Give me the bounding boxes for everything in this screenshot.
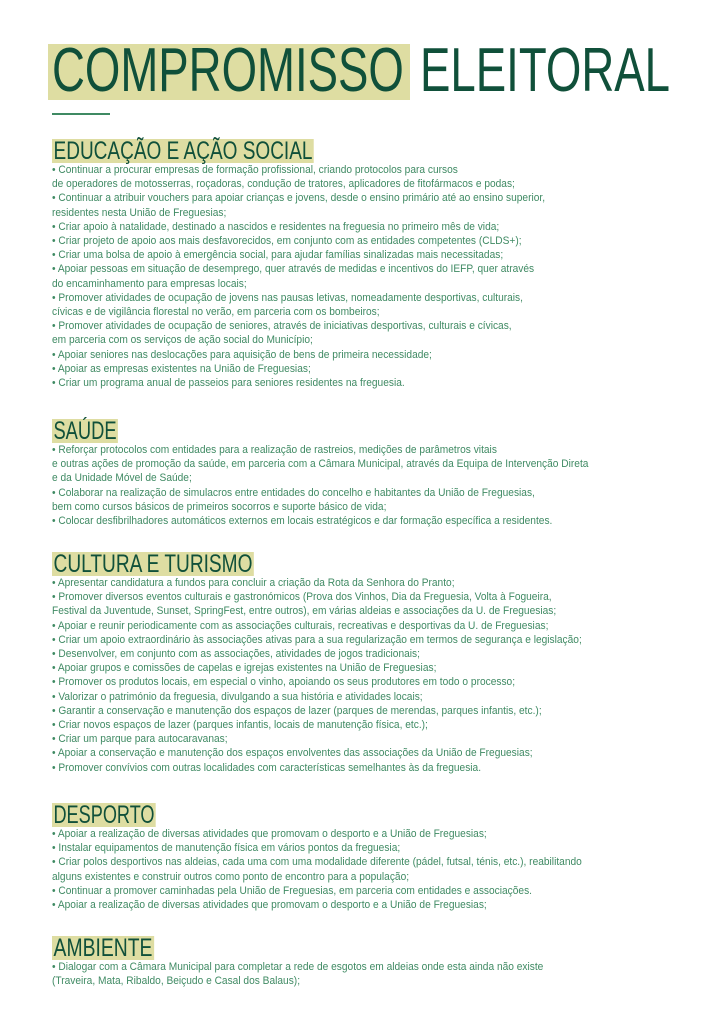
text-line: • Apoiar pessoas em situação de desemprego, quer através de medidas e incentivos do IEFP, quer através bbox=[52, 263, 535, 276]
text-line: • Criar polos desportivos nas aldeias, cada uma com uma modalidade diferente (pádel, futsal, ténis, etc.), reabilitando bbox=[52, 856, 582, 869]
text-line: residentes nesta União de Freguesias; bbox=[52, 206, 227, 219]
text-line: • Promover convívios com outras localidades com características semelhantes às da freguesia. bbox=[52, 761, 482, 774]
section-title: EDUCAÇÃO E AÇÃO SOCIAL bbox=[53, 137, 313, 165]
text-line: • Apoiar e reunir periodicamente com as associações culturais, recreativas e desportivas da U. de Freguesias; bbox=[52, 619, 549, 632]
text-line: • Promover atividades de ocupação de seniores, através de iniciativas desportivas, culturais e cívicas, bbox=[52, 320, 512, 333]
text-line: • Continuar a procurar empresas de formação profissional, criando protocolos para cursos bbox=[52, 164, 458, 176]
text-line: • Desenvolver, em conjunto com as associações, atividades de jogos tradicionais; bbox=[52, 648, 420, 661]
text-line: • Criar um apoio extraordinário às associações ativas para a sua regularização em termos de segurança e legislação; bbox=[52, 633, 582, 646]
text-line: • Continuar a atribuir vouchers para apoiar crianças e jovens, desde o ensino primário até ao ensino superior, bbox=[52, 192, 546, 205]
text-line: • Garantir a conservação e manutenção dos espaços de lazer (parques de merendas, parques infantis, etc.); bbox=[52, 704, 542, 717]
section-title: SAÚDE bbox=[53, 417, 117, 445]
text-line: e da Unidade Móvel de Saúde; bbox=[52, 472, 192, 485]
text-line: (Traveira, Mata, Ribaldo, Beiçudo e Casal dos Balaus); bbox=[52, 975, 301, 988]
text-line: • Apoiar grupos e comissões de capelas e igrejas existentes na União de Freguesias; bbox=[52, 662, 437, 675]
text-line: • Criar um programa anual de passeios para seniores residentes na freguesia. bbox=[52, 377, 405, 390]
section-desporto bbox=[52, 803, 692, 912]
text-line: • Promover diversos eventos culturais e gastronómicos (Prova dos Vinhos, Dia da Freguesia, Volta à Fogueira, bbox=[52, 591, 552, 604]
text-line: • Apresentar candidatura a fundos para concluir a criação da Rota da Senhora do Pranto; bbox=[52, 577, 455, 589]
title-highlighted-word: COMPROMISSO bbox=[52, 36, 404, 105]
section-title: DESPORTO bbox=[53, 801, 155, 829]
text-line: • Apoiar a conservação e manutenção dos espaços envolventes das associações da União de Freguesias; bbox=[52, 747, 533, 760]
text-line: • Apoiar a realização de diversas atividades que promovam o desporto e a União de Freguesias; bbox=[52, 828, 487, 840]
text-line: • Promover os produtos locais, em especial o vinho, apoiando os seus produtores em todo o processo; bbox=[52, 676, 516, 689]
section-ambiente bbox=[52, 936, 692, 988]
section-educacao bbox=[52, 139, 692, 390]
section-lines bbox=[52, 827, 692, 912]
text-line: • Apoiar seniores nas deslocações para aquisição de bens de primeira necessidade; bbox=[52, 348, 432, 361]
text-line: do encaminhamento para empresas locais; bbox=[52, 277, 247, 290]
text-line: • Reforçar protocolos com entidades para a realização de rastreios, medições de parâmetros vitais bbox=[52, 444, 497, 456]
title-rest: ELEITORAL bbox=[420, 36, 671, 105]
text-line: • Criar apoio à natalidade, destinado a nascidos e residentes na freguesia no primeiro mês de vida; bbox=[52, 220, 500, 233]
text-line: em parceria com os serviços de ação social do Município; bbox=[52, 334, 313, 347]
section-lines bbox=[52, 163, 692, 390]
text-line: • Apoiar as empresas existentes na União de Freguesias; bbox=[52, 362, 311, 375]
text-line: • Valorizar o património da freguesia, divulgando a sua história e atividades locais; bbox=[52, 690, 423, 703]
text-line: • Criar projeto de apoio aos mais desfavorecidos, em conjunto com as entidades competentes (CLDS+); bbox=[52, 235, 522, 248]
text-line: • Promover atividades de ocupação de jovens nas pausas letivas, nomeadamente desportivas, culturais, bbox=[52, 291, 523, 304]
title-underline-divider bbox=[52, 113, 110, 115]
section-cultura-turismo bbox=[52, 552, 692, 775]
text-line: • Colaborar na realização de simulacros entre entidades do concelho e habitantes da União de Freguesias, bbox=[52, 486, 535, 499]
section-lines bbox=[52, 576, 692, 775]
section-lines bbox=[52, 960, 692, 988]
text-line: cívicas e de vigilância florestal no verão, em parceria com os bombeiros; bbox=[52, 306, 380, 319]
text-line: • Colocar desfibrilhadores automáticos externos em locais estratégicos e dar formação específica a residentes. bbox=[52, 515, 553, 528]
text-line: • Dialogar com a Câmara Municipal para completar a rede de esgotos em aldeias onde esta ainda não existe bbox=[52, 961, 544, 973]
section-lines bbox=[52, 443, 692, 528]
text-line: • Continuar a promover caminhadas pela União de Freguesias, em parceria com entidades e associações. bbox=[52, 884, 533, 897]
text-line: • Apoiar a realização de diversas atividades que promovam o desporto e a União de Freguesias; bbox=[52, 899, 487, 912]
section-title: CULTURA E TURISMO bbox=[53, 550, 253, 578]
text-line: • Criar um parque para autocaravanas; bbox=[52, 733, 228, 746]
section-title: AMBIENTE bbox=[53, 934, 153, 962]
text-line: Festival da Juventude, Sunset, SpringFest, entre outros), em várias aldeias e associações da U. de Freguesias; bbox=[52, 605, 557, 618]
text-line: bem como cursos básicos de primeiros socorros e suporte básico de vida; bbox=[52, 500, 387, 513]
text-line: • Criar novos espaços de lazer (parques infantis, locais de manutenção física, etc.); bbox=[52, 719, 428, 732]
text-line: • Instalar equipamentos de manutenção física em vários pontos da freguesia; bbox=[52, 842, 401, 855]
text-line: de operadores de motosserras, roçadoras, condução de tratores, aplicadores de fitofármacos e podas; bbox=[52, 178, 515, 191]
text-line: • Criar uma bolsa de apoio à emergência social, para ajudar famílias sinalizadas mais necessitadas; bbox=[52, 249, 504, 262]
text-line: alguns existentes e construir outros como ponto de encontro para a população; bbox=[52, 870, 410, 883]
section-saude bbox=[52, 419, 692, 528]
text-line: e outras ações de promoção da saúde, em parceria com a Câmara Municipal, através da Equipa de Intervenção Direta bbox=[52, 458, 589, 471]
